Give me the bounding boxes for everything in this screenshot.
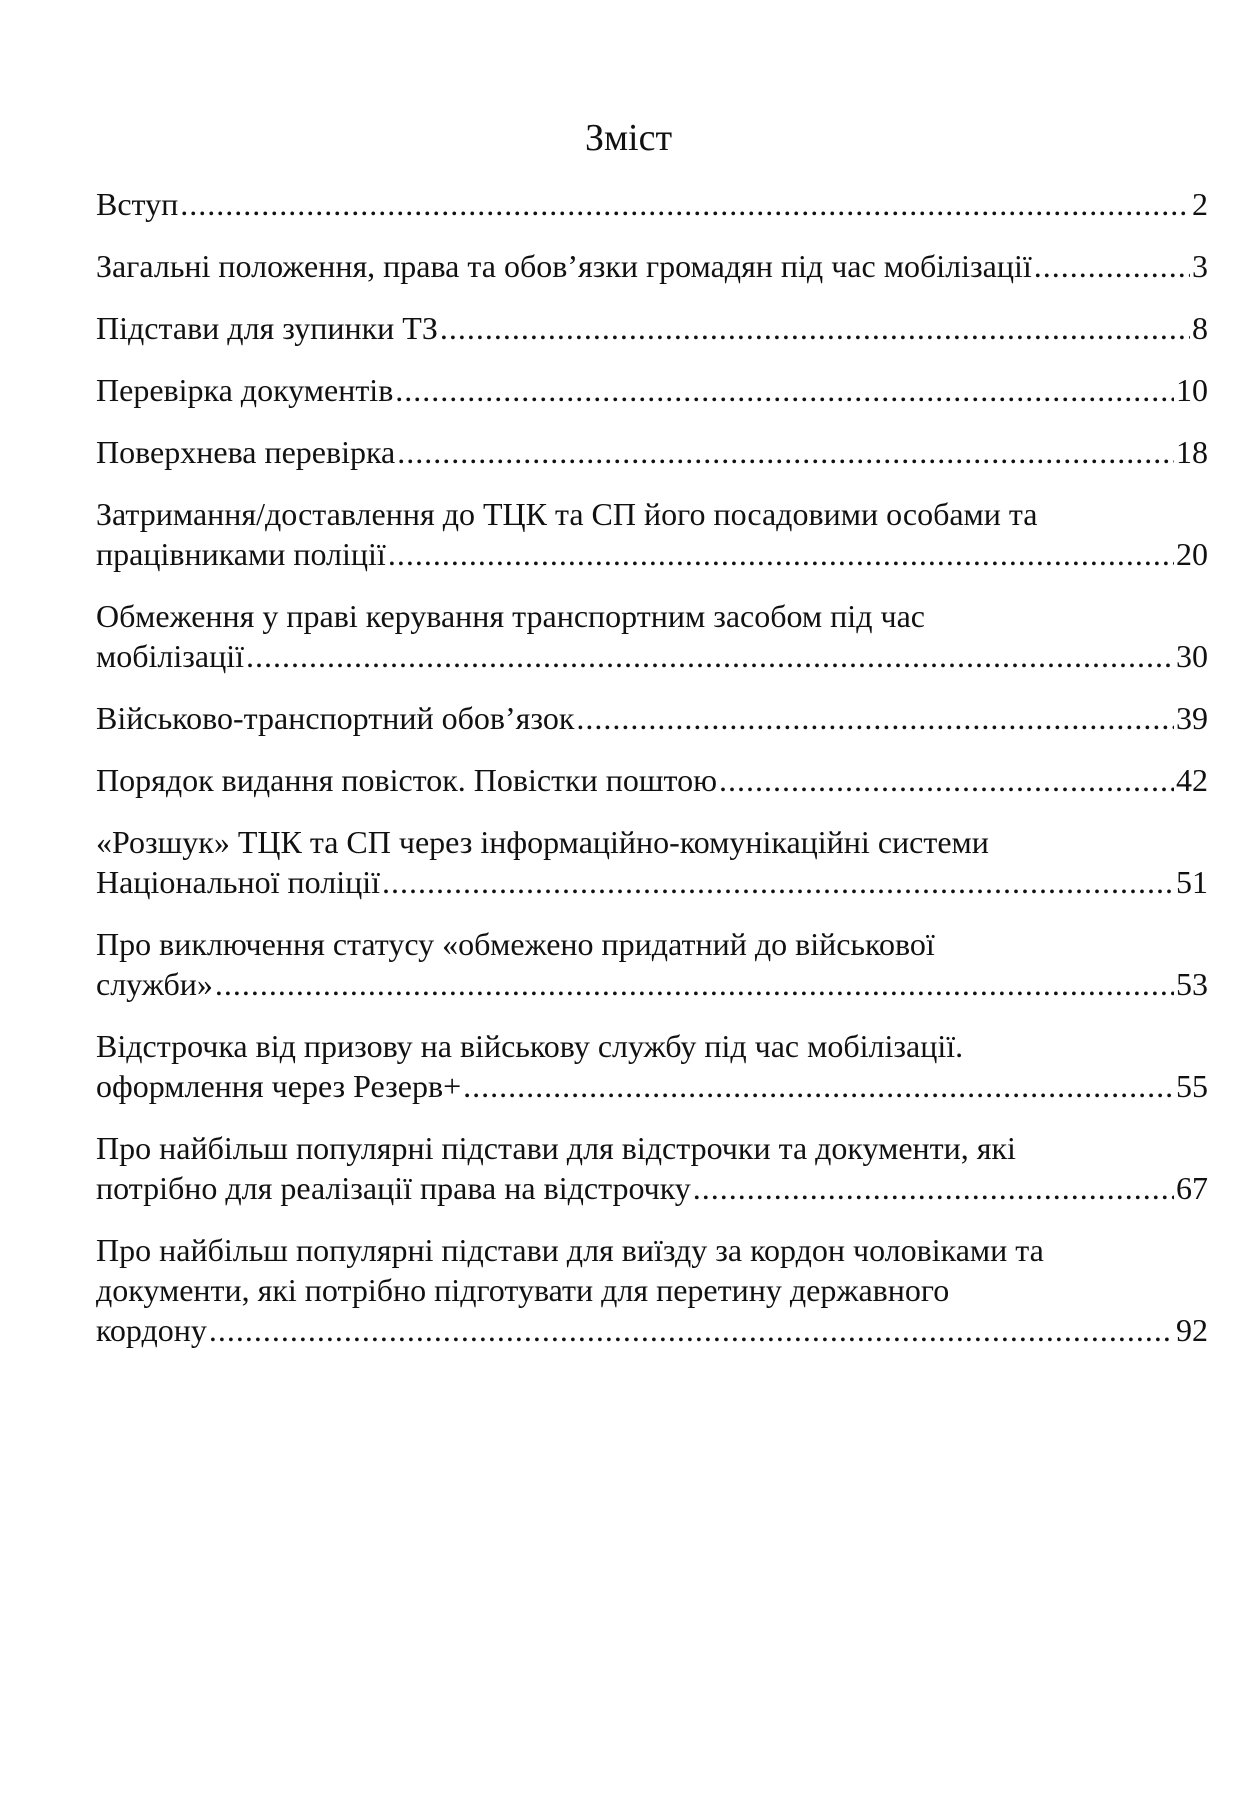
toc-page-number: 18 bbox=[1176, 434, 1208, 470]
toc-entry-row bbox=[96, 370, 1208, 410]
toc-entry-title-line: Загальні положення, права та обов’язки громадян під час мобілізації bbox=[96, 248, 1032, 284]
toc-page-number: 67 bbox=[1176, 1170, 1208, 1206]
toc-entry-title-line: служби» bbox=[96, 966, 213, 1002]
toc-entry-title-line: Перевірка документів bbox=[96, 372, 394, 408]
toc-entry-title-line: Затримання/доставлення до ТЦК та СП його посадовими особами та bbox=[96, 496, 1038, 532]
toc-page-number: 2 bbox=[1192, 186, 1208, 222]
dot-leader bbox=[382, 862, 1174, 902]
toc-page-number: 3 bbox=[1192, 248, 1208, 284]
toc-page-number: 8 bbox=[1192, 310, 1208, 346]
toc-entry bbox=[96, 184, 1208, 224]
toc-entry-row bbox=[96, 964, 1208, 1004]
toc-entry bbox=[96, 308, 1208, 348]
toc-entry bbox=[96, 1230, 1208, 1350]
dot-leader bbox=[180, 184, 1190, 224]
toc-entry-row bbox=[96, 534, 1208, 574]
toc-entry-title-line: кордону bbox=[96, 1312, 207, 1348]
dot-leader bbox=[397, 432, 1174, 472]
dot-leader bbox=[693, 1168, 1174, 1208]
toc-entry-title-line: Відстрочка від призову на військову службу під час мобілізації. bbox=[96, 1028, 964, 1064]
toc-entry-row bbox=[96, 1066, 1208, 1106]
toc-entry-row bbox=[96, 760, 1208, 800]
toc-page-number: 55 bbox=[1176, 1068, 1208, 1104]
toc-entry bbox=[96, 760, 1208, 800]
toc-entry-title-line: Обмеження у праві керування транспортним засобом під час bbox=[96, 598, 925, 634]
toc-entry bbox=[96, 1026, 1208, 1106]
toc-entry-title-line: працівниками поліції bbox=[96, 536, 386, 572]
dot-leader bbox=[719, 760, 1174, 800]
toc-entry-title-line: документи, які потрібно підготувати для перетину державного bbox=[96, 1272, 950, 1308]
toc-page-number: 39 bbox=[1176, 700, 1208, 736]
toc-entry bbox=[96, 1128, 1208, 1208]
toc-entry-title-line: мобілізації bbox=[96, 638, 245, 674]
toc-page-number: 30 bbox=[1176, 638, 1208, 674]
toc-entry bbox=[96, 246, 1208, 286]
dot-leader bbox=[246, 636, 1174, 676]
dot-leader bbox=[395, 370, 1174, 410]
toc-entry bbox=[96, 822, 1208, 902]
toc-entry-title-line: потрібно для реалізації права на відстрочку bbox=[96, 1170, 691, 1206]
toc-entry-title-line: оформлення через Резерв+ bbox=[96, 1068, 462, 1104]
toc-entry bbox=[96, 494, 1208, 574]
toc-entry-row bbox=[96, 1168, 1208, 1208]
table-of-contents bbox=[96, 184, 1208, 1372]
toc-title: Зміст bbox=[584, 117, 673, 159]
toc-entry-row bbox=[96, 184, 1208, 224]
toc-entry-title-line: Про виключення статусу «обмежено придатний до військової bbox=[96, 926, 935, 962]
toc-entry bbox=[96, 596, 1208, 676]
toc-entry-title-line: Про найбільш популярні підстави для виїзду за кордон чоловіками та bbox=[96, 1232, 1044, 1268]
toc-entry-title-line: Вступ bbox=[96, 186, 179, 222]
dot-leader bbox=[215, 964, 1174, 1004]
dot-leader bbox=[463, 1066, 1174, 1106]
toc-entry bbox=[96, 698, 1208, 738]
toc-entry-row bbox=[96, 308, 1208, 348]
dot-leader bbox=[440, 308, 1190, 348]
toc-entry-title-line: Про найбільш популярні підстави для відстрочки та документи, які bbox=[96, 1130, 1016, 1166]
toc-page-number: 51 bbox=[1176, 864, 1208, 900]
toc-entry bbox=[96, 924, 1208, 1004]
toc-page-number: 53 bbox=[1176, 966, 1208, 1002]
toc-entry-row bbox=[96, 862, 1208, 902]
toc-entry-row bbox=[96, 432, 1208, 472]
toc-page-number: 92 bbox=[1176, 1312, 1208, 1348]
toc-entry-title-line: Військово-транспортний обов’язок bbox=[96, 700, 575, 736]
toc-entry-row bbox=[96, 698, 1208, 738]
toc-entry-row bbox=[96, 1310, 1208, 1350]
toc-entry-row bbox=[96, 246, 1208, 286]
toc-entry-title-line: Порядок видання повісток. Повістки поштою bbox=[96, 762, 717, 798]
toc-entry-row bbox=[96, 636, 1208, 676]
dot-leader bbox=[1034, 246, 1190, 286]
toc-page-number: 42 bbox=[1176, 762, 1208, 798]
toc-page-number: 20 bbox=[1176, 536, 1208, 572]
dot-leader bbox=[209, 1310, 1174, 1350]
toc-entry-title-line: Національної поліції bbox=[96, 864, 380, 900]
toc-entry-title-line: «Розшук» ТЦК та СП через інформаційно-комунікаційні системи bbox=[96, 824, 989, 860]
dot-leader bbox=[576, 698, 1174, 738]
toc-entry-title-line: Поверхнева перевірка bbox=[96, 434, 396, 470]
toc-page-number: 10 bbox=[1176, 372, 1208, 408]
toc-entry-title-line: Підстави для зупинки ТЗ bbox=[96, 310, 438, 346]
dot-leader bbox=[388, 534, 1174, 574]
toc-entry bbox=[96, 370, 1208, 410]
toc-entry bbox=[96, 432, 1208, 472]
